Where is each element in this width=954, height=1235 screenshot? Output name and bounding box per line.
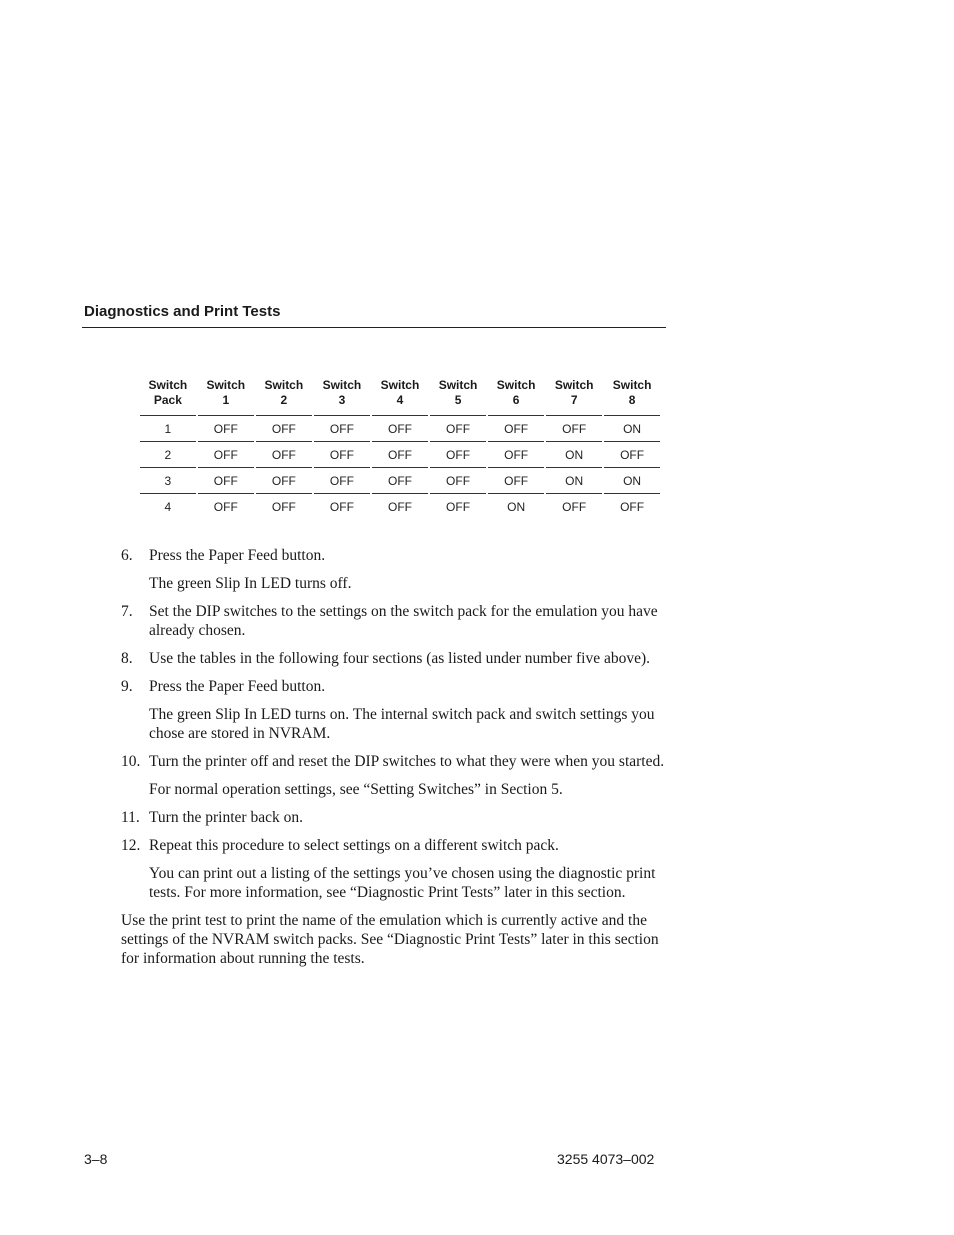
header-line: Switch — [438, 378, 478, 392]
header-line: Pack — [153, 393, 182, 407]
step-text: Press the Paper Feed button. — [149, 678, 326, 695]
switch-setting-cell: ON — [545, 468, 603, 494]
switch-pack-cell: 4 — [164, 499, 172, 514]
step-number: 10. — [121, 753, 141, 770]
step-text: Repeat this procedure to select settings on a different switch pack. — [149, 837, 559, 854]
procedure-step — [121, 836, 666, 855]
switch-setting-cell: OFF — [487, 416, 545, 442]
header-line: 8 — [628, 393, 636, 407]
switch-setting-cell: OFF — [255, 468, 313, 494]
switch-setting-cell: OFF — [371, 416, 429, 442]
table-row — [140, 494, 660, 520]
switch-setting-cell: OFF — [487, 468, 545, 494]
switch-setting-cell: ON — [487, 494, 545, 520]
procedure-step — [121, 546, 666, 565]
procedure-step — [121, 602, 666, 640]
header-line: 4 — [396, 393, 404, 407]
step-text: Turn the printer off and reset the DIP switches to what they were when you started. — [149, 753, 665, 770]
switch-setting-cell: OFF — [371, 442, 429, 468]
column-header-switch-3 — [313, 378, 371, 416]
column-header-switch-4 — [371, 378, 429, 416]
header-line: Switch — [612, 378, 652, 392]
column-header-switch-2 — [255, 378, 313, 416]
step-number: 9. — [121, 678, 133, 695]
switch-setting-cell: OFF — [371, 468, 429, 494]
step-text: Use the tables in the following four sections (as listed under number five above). — [149, 650, 651, 667]
header-line: 5 — [454, 393, 462, 407]
column-header-switch-7 — [545, 378, 603, 416]
switch-setting-cell: OFF — [429, 494, 487, 520]
header-line: 6 — [512, 393, 520, 407]
step-text: Press the Paper Feed button. — [149, 547, 326, 564]
header-line: Switch — [496, 378, 536, 392]
document-number: 3255 4073–002 — [557, 1151, 655, 1167]
header-line: Switch — [322, 378, 362, 392]
switch-setting-cell: OFF — [313, 416, 371, 442]
step-result-note: For normal operation settings, see “Setting Switches” in Section 5. — [149, 781, 563, 798]
switch-pack-cell: 1 — [140, 416, 197, 442]
header-line: Switch — [206, 378, 246, 392]
switch-setting-cell: OFF — [545, 494, 603, 520]
steps-list — [121, 546, 666, 902]
procedure-step — [121, 649, 666, 668]
closing-paragraph: Use the print test to print the name of the emulation which is currently active and the settings of the NVRAM switch packs. See “Diagnostic Print Tests” later in this section for information about running the tests. — [121, 912, 659, 967]
switch-settings-table — [140, 378, 660, 519]
step-result-note: You can print out a listing of the settings you’ve chosen using the diagnostic print tests. For more information, see “Diagnostic Print Tests” later in this section. — [149, 865, 656, 901]
switch-setting-cell: OFF — [545, 416, 603, 442]
table-body — [140, 416, 660, 520]
switch-setting-cell: OFF — [487, 442, 545, 468]
procedure-text — [121, 546, 666, 968]
switch-setting-cell: OFF — [313, 468, 371, 494]
header-line: Switch — [554, 378, 594, 392]
header-line: 2 — [280, 393, 288, 407]
table-header-row — [140, 378, 660, 416]
switch-setting-cell: OFF — [255, 416, 313, 442]
header-line: Switch — [380, 378, 420, 392]
step-number: 6. — [121, 547, 133, 564]
step-number: 7. — [121, 603, 133, 620]
table-header — [140, 378, 660, 416]
step-result-note: The green Slip In LED turns off. — [149, 575, 352, 592]
switch-setting-cell: OFF — [255, 494, 313, 520]
column-header-switch-5 — [429, 378, 487, 416]
step-result-note: The green Slip In LED turns on. The internal switch pack and switch settings you chose are stored in NVRAM. — [149, 706, 655, 742]
switch-setting-cell: OFF — [429, 416, 487, 442]
switch-setting-cell: OFF — [197, 468, 255, 494]
header-line: Switch — [264, 378, 304, 392]
header-line: 1 — [222, 393, 230, 407]
switch-pack-cell: 2 — [140, 442, 197, 468]
step-number: 11. — [121, 809, 140, 826]
switch-setting-cell: ON — [603, 416, 660, 442]
table-row — [140, 416, 660, 442]
switch-setting-cell: OFF — [197, 442, 255, 468]
table-row — [140, 468, 660, 494]
switch-setting-cell: OFF — [429, 442, 487, 468]
column-header-switch-pack — [140, 378, 197, 416]
step-text: Set the DIP switches to the settings on the switch pack for the emulation you have already chosen. — [149, 603, 658, 639]
table-row — [140, 442, 660, 468]
page-number: 3–8 — [84, 1151, 108, 1167]
header-rule — [82, 327, 666, 328]
switch-setting-cell: OFF — [197, 416, 255, 442]
header-line: 7 — [570, 393, 578, 407]
column-header-switch-8 — [603, 378, 660, 416]
step-number: 8. — [121, 650, 133, 667]
header-line: Switch — [148, 378, 188, 392]
step-number: 12. — [121, 837, 141, 854]
procedure-step — [121, 808, 666, 827]
switch-setting-cell: OFF — [603, 494, 660, 520]
section-title: Diagnostics and Print Tests — [84, 303, 281, 320]
procedure-step — [121, 677, 666, 696]
step-text: Turn the printer back on. — [149, 809, 303, 826]
column-header-switch-1 — [197, 378, 255, 416]
switch-setting-cell: OFF — [603, 442, 660, 468]
switch-setting-cell: ON — [603, 468, 660, 494]
switch-setting-cell: OFF — [313, 442, 371, 468]
switch-setting-cell: OFF — [197, 494, 255, 520]
procedure-step — [121, 752, 666, 771]
column-header-switch-6 — [487, 378, 545, 416]
switch-setting-cell: OFF — [371, 494, 429, 520]
switch-setting-cell: ON — [545, 442, 603, 468]
switch-setting-cell: OFF — [429, 468, 487, 494]
switch-setting-cell: OFF — [313, 494, 371, 520]
header-line: 3 — [338, 393, 346, 407]
switch-pack-cell: 3 — [140, 468, 197, 494]
switch-setting-cell: OFF — [255, 442, 313, 468]
